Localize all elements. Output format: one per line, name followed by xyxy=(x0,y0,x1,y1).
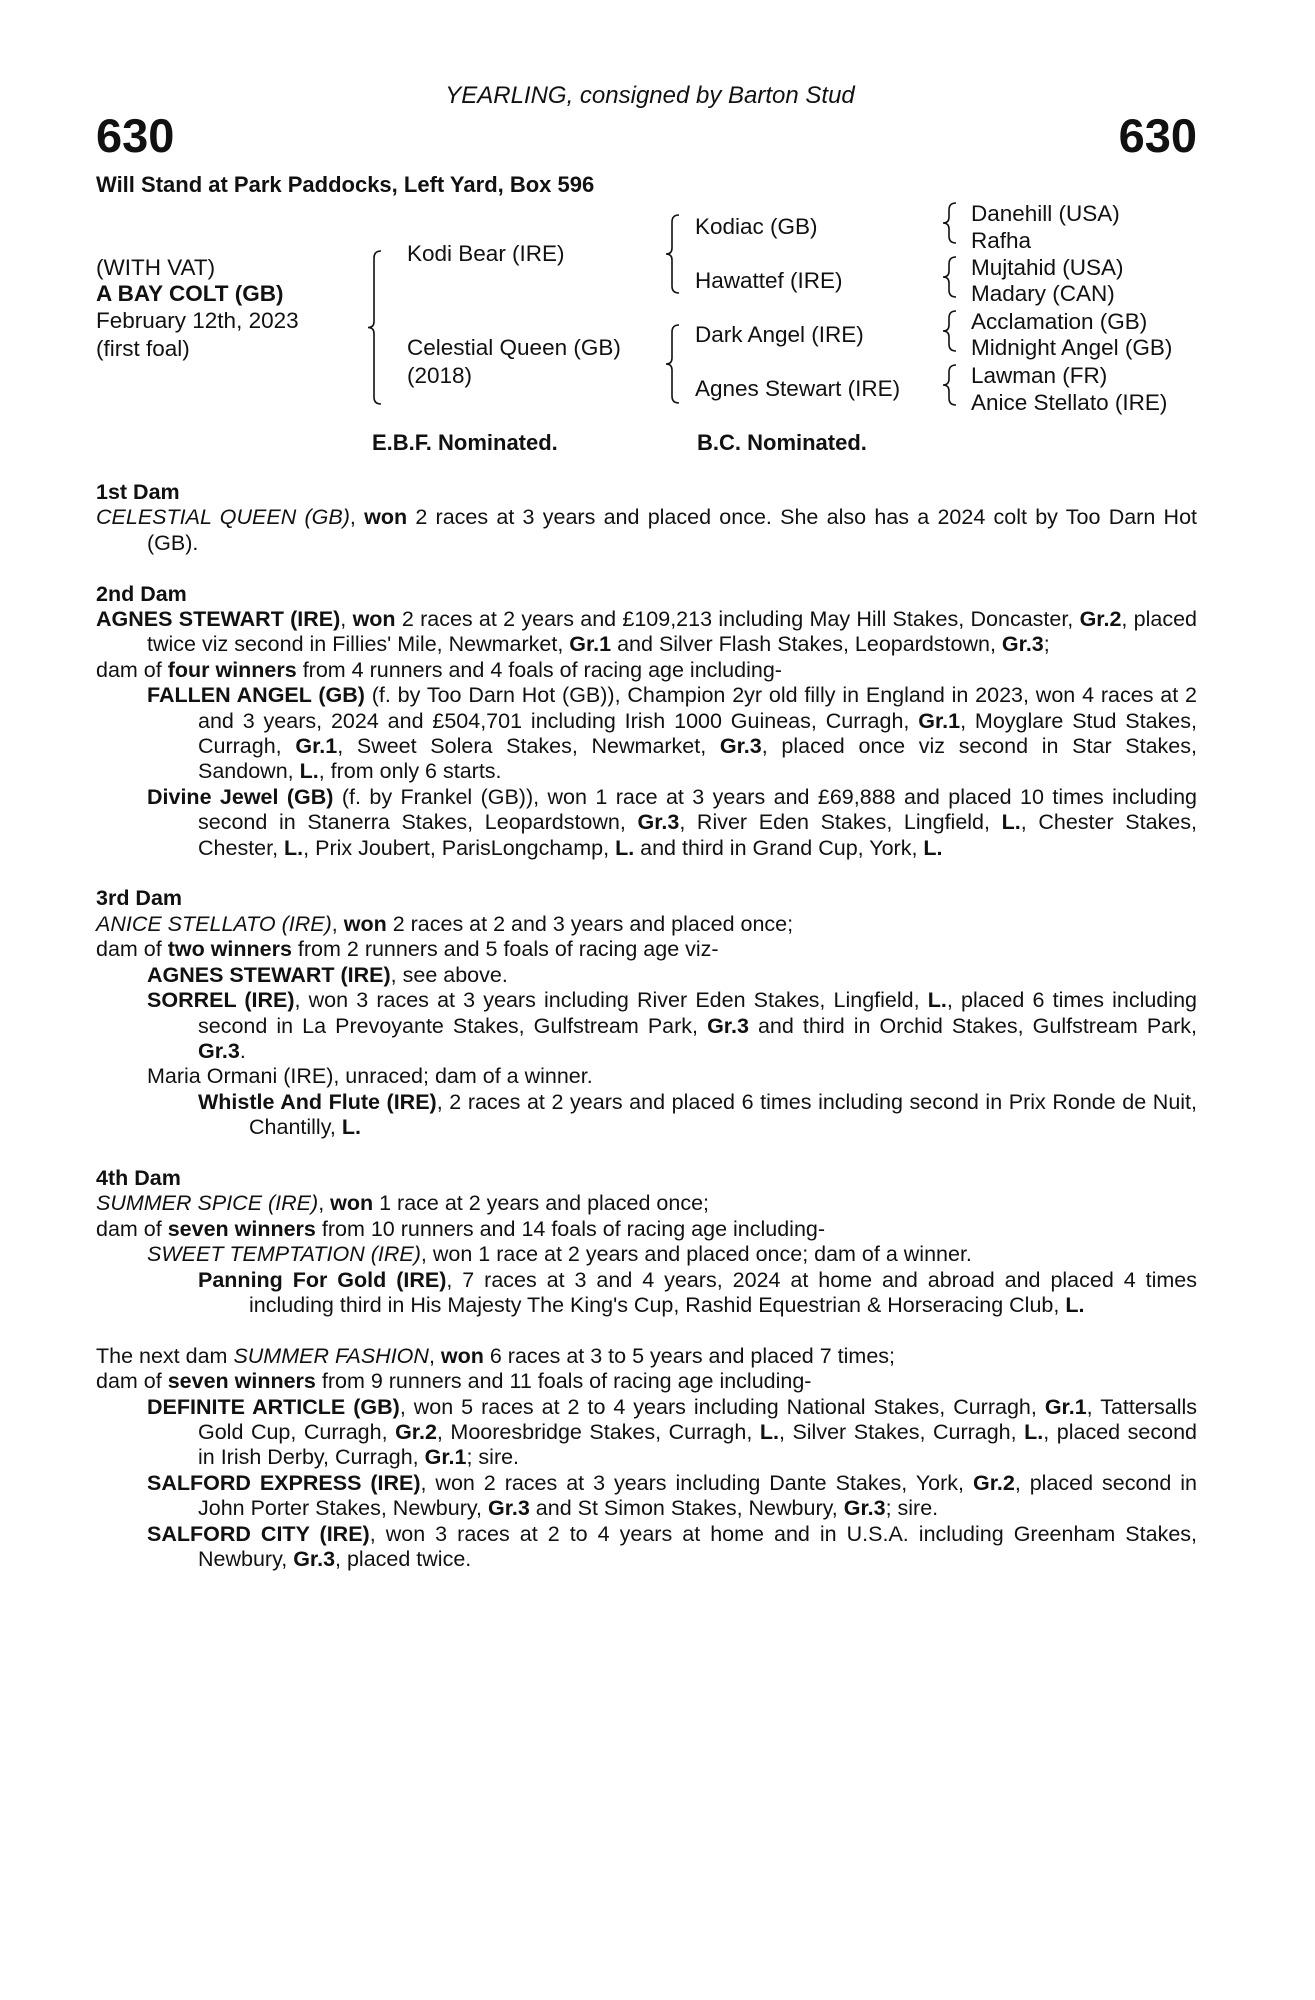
text: , won 3 races at 2 to 4 years at home and in U.S.A. including Greenham Stakes, Newbury, xyxy=(198,1521,1198,1571)
text: , Moyglare Stud Stakes, Curragh, xyxy=(198,708,1197,759)
bold-text: L. xyxy=(759,1419,779,1444)
pedigree-entry xyxy=(96,607,1197,658)
bold-text: won xyxy=(343,911,387,936)
dam-section xyxy=(96,1166,1197,1318)
dam-dam: Agnes Stewart (IRE) xyxy=(695,376,901,401)
bold-text: FALLEN ANGEL (GB) xyxy=(147,683,365,708)
bold-text: Gr.2 xyxy=(972,1470,1015,1495)
pedigree-entry xyxy=(96,963,1197,988)
pedigree-entry xyxy=(96,658,1197,683)
bold-text: won xyxy=(364,505,408,530)
text: from 10 runners and 14 foals of racing age including- xyxy=(315,1216,826,1241)
vat-note: (WITH VAT) xyxy=(96,255,216,280)
sire-dam: Hawattef (IRE) xyxy=(695,268,843,293)
bold-text: Gr.3 xyxy=(843,1496,886,1521)
bold-text: Gr.2 xyxy=(395,1419,437,1444)
bold-text: seven winners xyxy=(167,1369,316,1394)
text: , Chester Stakes, Chester, xyxy=(198,810,1197,860)
dam-sire: Dark Angel (IRE) xyxy=(695,322,864,347)
gen3-ancestor: Madary (CAN) xyxy=(971,281,1115,306)
bold-text: Gr.3 xyxy=(637,810,680,835)
text: and third in Orchid Stakes, Gulfstream Park, xyxy=(748,1013,1198,1038)
catalogue-body xyxy=(96,480,1197,1572)
text: (f. by Frankel (GB)), won 1 race at 3 years and £69,888 and placed 10 times including second in Stanerra Stakes, Leopardstown, xyxy=(198,784,1197,835)
text: , placed twice. xyxy=(335,1547,472,1571)
pedigree-brace xyxy=(665,214,679,294)
bold-text: SORREL (IRE) xyxy=(147,988,295,1013)
pedigree-entry xyxy=(96,785,1197,861)
bold-text: Gr.2 xyxy=(1079,607,1122,632)
text: dam of xyxy=(96,937,168,962)
text: , won 2 races at 3 years including Dante Stakes, York, xyxy=(420,1470,973,1495)
text: , placed second in John Porter Stakes, Newbury, xyxy=(198,1470,1198,1521)
bold-text: L. xyxy=(615,835,635,860)
dam-section xyxy=(96,1344,1197,1573)
text: , Prix Joubert, ParisLongchamp, xyxy=(303,835,616,860)
bold-text: L. xyxy=(299,759,319,784)
dam: Celestial Queen (GB) xyxy=(407,335,621,360)
text: , placed twice viz second in Fillies' Mile, Newmarket, xyxy=(147,607,1198,657)
text: ; sire. xyxy=(885,1496,939,1521)
text: , Silver Stakes, Curragh, xyxy=(778,1419,1025,1444)
pedigree-brace xyxy=(942,256,956,298)
gen3-ancestor: Rafha xyxy=(971,228,1032,253)
text: 2 races at 3 years and placed once. She also has a 2024 colt by Too Darn Hot (GB). xyxy=(147,505,1198,555)
bold-text: L. xyxy=(1024,1419,1044,1444)
pedigree-entry xyxy=(96,937,1197,962)
dam-year: (2018) xyxy=(407,363,473,388)
bold-text: four winners xyxy=(167,657,297,682)
sire-sire: Kodiac (GB) xyxy=(695,214,818,239)
text: and third in Grand Cup, York, xyxy=(634,835,924,860)
bold-text: Gr.3 xyxy=(198,1038,240,1063)
bold-text: won xyxy=(330,1191,374,1216)
bold-text: seven winners xyxy=(167,1216,316,1241)
text: Maria Ormani (IRE), unraced; dam of a winner. xyxy=(147,1064,593,1089)
bold-text: two winners xyxy=(167,937,292,962)
pedigree-entry xyxy=(96,1191,1197,1216)
text: , Sweet Solera Stakes, Newmarket, xyxy=(337,734,720,759)
text: ; xyxy=(1043,632,1050,657)
text: . xyxy=(239,1038,246,1063)
text: dam of xyxy=(96,1216,168,1241)
text: dam of xyxy=(96,1369,168,1394)
bold-text: Divine Jewel (GB) xyxy=(147,784,334,809)
ebf-nominated: E.B.F. Nominated. xyxy=(372,430,558,455)
pedigree-entry xyxy=(96,1217,1197,1242)
gen3-ancestor: Anice Stellato (IRE) xyxy=(971,390,1168,415)
gen3-ancestor: Acclamation (GB) xyxy=(971,309,1148,334)
pedigree-entry xyxy=(96,1471,1197,1522)
pedigree-entry xyxy=(96,1064,1197,1089)
bold-text: Gr.1 xyxy=(918,708,961,733)
sire: Kodi Bear (IRE) xyxy=(407,241,565,266)
section-heading: 3rd Dam xyxy=(96,886,183,911)
pedigree-brace xyxy=(942,202,956,244)
text: 1 race at 2 years and placed once; xyxy=(373,1191,709,1216)
bold-text: won xyxy=(440,1343,484,1368)
stable-location: Will Stand at Park Paddocks, Left Yard, Box 596 xyxy=(96,172,595,197)
bold-text: L. xyxy=(1001,810,1021,835)
pedigree-entry xyxy=(96,1268,1197,1319)
pedigree-entry xyxy=(96,683,1197,785)
lot-number-right: 630 xyxy=(1118,109,1197,162)
text: , xyxy=(340,607,353,632)
text: , placed 6 times including second in La Prevoyante Stakes, Gulfstream Park, xyxy=(198,988,1197,1038)
pedigree-brace xyxy=(665,324,679,404)
pedigree-brace xyxy=(942,364,956,406)
bold-text: L. xyxy=(927,988,947,1013)
text: , won 5 races at 2 to 4 years including National Stakes, Curragh, xyxy=(399,1394,1045,1419)
bold-text: Whistle And Flute (IRE) xyxy=(198,1089,437,1114)
pedigree-entry xyxy=(96,505,1197,556)
gen3-ancestor: Mujtahid (USA) xyxy=(971,255,1124,280)
bold-text: DEFINITE ARTICLE (GB) xyxy=(147,1394,400,1419)
text: , see above. xyxy=(390,962,508,987)
section-heading: 1st Dam xyxy=(96,480,180,504)
dam-section xyxy=(96,886,1197,1140)
text: The next dam xyxy=(96,1343,234,1368)
bold-text: Panning For Gold (IRE) xyxy=(198,1267,447,1292)
text: , xyxy=(428,1343,441,1368)
bold-text: Gr.3 xyxy=(293,1547,336,1571)
gen3-ancestor: Danehill (USA) xyxy=(971,201,1120,226)
text: , xyxy=(349,505,365,530)
text: 6 races at 3 to 5 years and placed 7 times; xyxy=(483,1343,896,1368)
pedigree-entry xyxy=(96,1522,1197,1573)
bold-text: Gr.3 xyxy=(487,1496,530,1521)
italic-text: ANICE STELLATO (IRE) xyxy=(96,911,332,936)
text: , placed second in Irish Derby, Curragh, xyxy=(198,1419,1197,1470)
text: from 9 runners and 11 foals of racing age including- xyxy=(315,1369,812,1394)
text: , 7 races at 3 and 4 years, 2024 at home and abroad and placed 4 times including third in His Majesty The King's Cup, Rashid Equestrian & Horseracing Club, xyxy=(249,1267,1197,1317)
horse-name: A BAY COLT (GB) xyxy=(96,281,284,306)
text: (f. by Too Darn Hot (GB)), Champion 2yr old filly in England in 2023, won 4 races at 2 and 3 years, 2024 and £504,701 including Irish 1000 Guineas, Curragh, xyxy=(198,683,1197,733)
text: , from only 6 starts. xyxy=(318,759,502,784)
text: , River Eden Stakes, Lingfield, xyxy=(679,810,1002,835)
text: , placed once viz second in Star Stakes, Sandown, xyxy=(198,734,1197,784)
lot-number-left: 630 xyxy=(96,109,175,162)
bold-text: Gr.3 xyxy=(719,734,762,759)
text: from 2 runners and 5 foals of racing age viz- xyxy=(291,937,719,962)
text: , 2 races at 2 years and placed 6 times including second in Prix Ronde de Nuit, Chantilly, xyxy=(249,1089,1197,1140)
pedigree-entry xyxy=(96,988,1197,1064)
foal-note: (first foal) xyxy=(96,336,190,361)
bold-text: Gr.1 xyxy=(424,1445,467,1470)
text: , xyxy=(318,1191,331,1216)
italic-text: SUMMER FASHION xyxy=(233,1343,429,1368)
pedigree-entry xyxy=(96,1242,1197,1267)
text: 2 races at 2 and 3 years and placed once; xyxy=(386,911,794,936)
text: from 4 runners and 4 foals of racing age including- xyxy=(296,657,782,682)
text: , won 3 races at 3 years including River Eden Stakes, Lingfield, xyxy=(294,988,928,1013)
pedigree-brace xyxy=(367,250,381,405)
dam-section xyxy=(96,582,1197,861)
pedigree-brace xyxy=(942,310,956,352)
text: , xyxy=(331,911,344,936)
pedigree-entry xyxy=(96,912,1197,937)
bold-text: L. xyxy=(923,835,943,860)
bold-text: Gr.3 xyxy=(1001,632,1044,657)
bold-text: AGNES STEWART (IRE) xyxy=(96,607,341,632)
bold-text: SALFORD EXPRESS (IRE) xyxy=(147,1470,421,1495)
text: ; sire. xyxy=(466,1445,520,1470)
foaling-date: February 12th, 2023 xyxy=(96,308,299,333)
sale-title: YEARLING, consigned by Barton Stud xyxy=(445,82,855,109)
text: , Mooresbridge Stakes, Curragh, xyxy=(436,1419,760,1444)
dam-section xyxy=(96,480,1197,556)
italic-text: SUMMER SPICE (IRE) xyxy=(96,1191,319,1216)
bold-text: L. xyxy=(341,1115,361,1140)
text: and St Simon Stakes, Newbury, xyxy=(529,1496,844,1521)
bc-nominated: B.C. Nominated. xyxy=(697,430,867,455)
text: and Silver Flash Stakes, Leopardstown, xyxy=(611,632,1002,657)
italic-text: CELESTIAL QUEEN (GB) xyxy=(96,505,350,530)
section-heading: 4th Dam xyxy=(96,1165,181,1190)
text: , won 1 race at 2 years and placed once; dam of a winner. xyxy=(420,1242,972,1267)
bold-text: AGNES STEWART (IRE) xyxy=(147,962,391,987)
bold-text: won xyxy=(352,607,396,632)
gen3-ancestor: Lawman (FR) xyxy=(971,363,1108,388)
bold-text: Gr.3 xyxy=(707,1013,749,1038)
gen3-ancestor: Midnight Angel (GB) xyxy=(971,335,1173,360)
pedigree-entry xyxy=(96,1395,1197,1471)
bold-text: L. xyxy=(284,835,304,860)
section-heading: 2nd Dam xyxy=(96,581,187,606)
bold-text: Gr.1 xyxy=(1044,1394,1087,1419)
text: 2 races at 2 years and £109,213 including May Hill Stakes, Doncaster, xyxy=(395,607,1080,632)
bold-text: Gr.1 xyxy=(295,734,338,759)
text: dam of xyxy=(96,657,168,682)
italic-text: SWEET TEMPTATION (IRE) xyxy=(147,1242,421,1267)
bold-text: L. xyxy=(1065,1292,1085,1317)
bold-text: Gr.1 xyxy=(569,632,612,657)
text: , Tattersalls Gold Cup, Curragh, xyxy=(198,1394,1198,1444)
pedigree-entry xyxy=(96,1344,1197,1369)
bold-text: SALFORD CITY (IRE) xyxy=(147,1521,370,1546)
pedigree-entry xyxy=(96,1090,1197,1141)
pedigree-entry xyxy=(96,1369,1197,1394)
